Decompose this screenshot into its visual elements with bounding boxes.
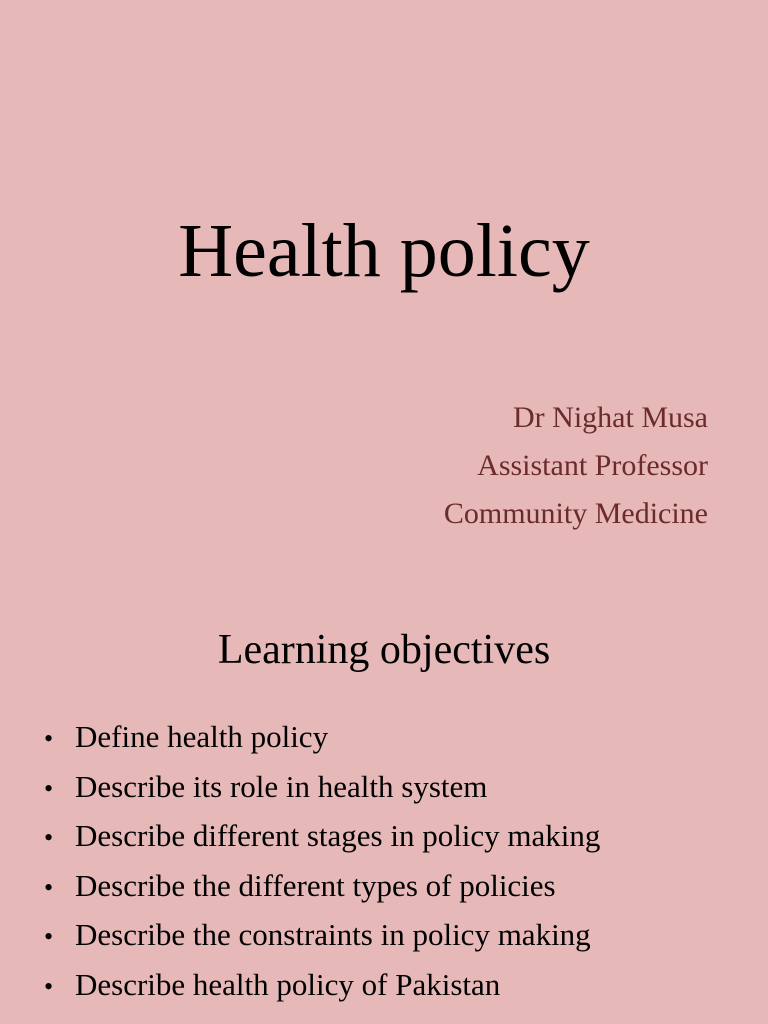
objective-item — [44, 812, 600, 862]
objective-item — [44, 862, 600, 912]
objective-text: Describe different stages in policy making — [75, 818, 601, 853]
author-position: Assistant Professor — [477, 449, 708, 482]
objective-item — [44, 911, 600, 961]
objective-text: Describe health policy of Pakistan — [75, 966, 501, 1002]
objective-text: Define health policy — [75, 719, 329, 754]
slide-title: Health policy — [178, 209, 590, 293]
bullet-icon: • — [44, 773, 54, 803]
author-block — [444, 394, 708, 538]
objective-text: Describe the constraints in policy making — [75, 917, 591, 952]
objectives-heading: Learning objectives — [217, 627, 551, 673]
objectives-list — [44, 713, 600, 1010]
objective-item — [44, 961, 600, 1011]
objectives-slide — [0, 600, 768, 1024]
objective-item — [44, 713, 600, 763]
bullet-icon: • — [44, 922, 54, 951]
bullet-icon: • — [44, 872, 54, 902]
author-department: Community Medicine — [443, 497, 708, 530]
author-name: Dr Nighat Musa — [513, 401, 708, 434]
bullet-icon: • — [44, 971, 54, 1001]
bullet-icon: • — [44, 724, 54, 753]
bullet-icon: • — [44, 823, 54, 852]
objective-item — [44, 763, 600, 813]
objective-text: Describe its role in health system — [75, 768, 488, 804]
objective-text: Describe the different types of policies — [75, 867, 556, 903]
